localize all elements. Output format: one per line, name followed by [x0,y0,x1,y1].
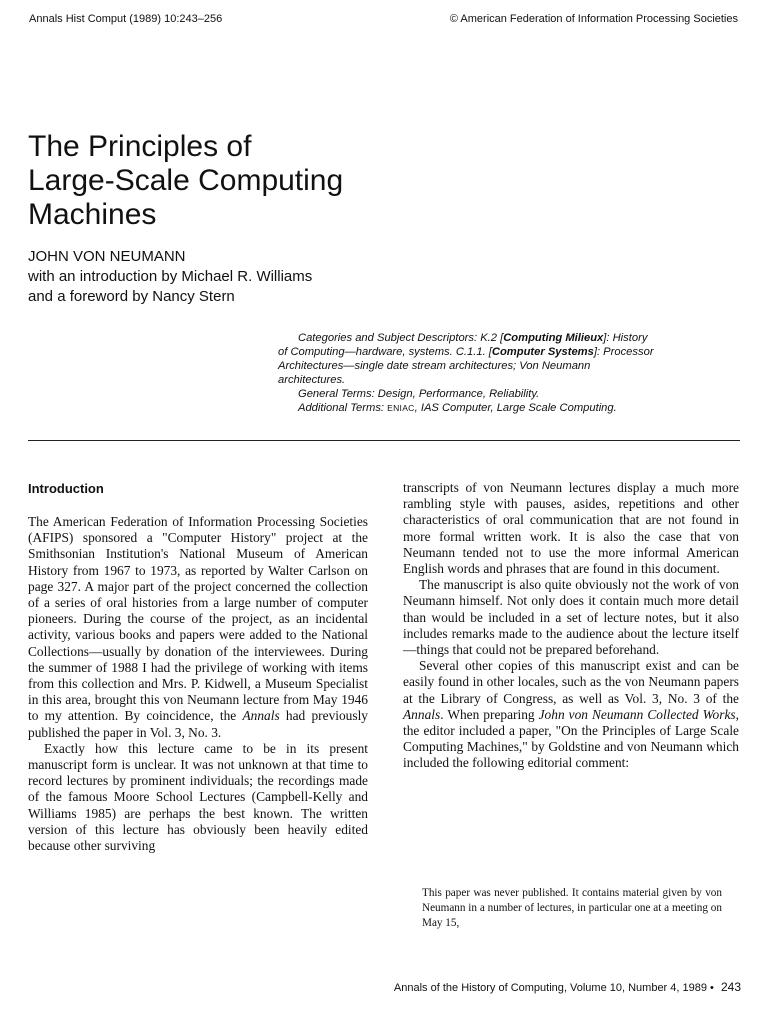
title-line: The Principles of [28,130,252,163]
paragraph: The manuscript is also quite obviously not the work of von Neumann himself. Not only does it contain much more detail than would be included in a set of lecture notes, but it also includes remarks made to the audience about the lecture itself—things that could not be prepared beforehand. [403,577,739,658]
left-column [28,514,368,854]
running-header-citation: Annals Hist Comput (1989) 10:243–256 [29,13,223,25]
article-title [28,130,448,232]
descriptor-text: ]: Processor [593,346,654,358]
descriptor-text: of Computing—hardware, systems. C.1.1. [ [278,346,492,358]
descriptor-bold: Computing Milieux [503,332,604,344]
author-name: JOHN VON NEUMANN [28,248,186,265]
journal-name: Annals [403,706,441,722]
descriptor-bold: Computer Systems [491,346,594,358]
page-number: 243 [720,980,741,994]
subject-descriptors [278,331,738,415]
additional-terms-label: Additional Terms: [298,402,388,414]
descriptor-text: Categories and Subject Descriptors: K.2 [ [298,332,504,344]
page-footer [394,980,741,994]
paragraph [403,658,739,771]
descriptor-text: ]: History [603,332,648,344]
paragraph-text: . When preparing [440,706,539,722]
byline [28,247,312,307]
divider-rule [28,440,740,441]
paragraph-text: The American Federation of Information Processing Societies (AFIPS) sponsored a "Computer History" project at the Smithsonian Institution's National Museum of American History from 1967 to 1973, as reported by Walter Carlson on page 327. A major part of the project concerned the collection of a series of oral histories from a large number of computer pioneers. During the course of the project, as an incidental activity, various books and papers were added to the National Collections—usually by donation of the interviewees. During the summer of 1988 I had the privilege of working with items from this collection and Mrs. P. Kidwell, a Museum Specialist in this area, brought this von Neumann lecture from May 1946 to my attention. By coincidence, the [28,514,368,724]
additional-terms-rest: , IAS Computer, Large Scale Computing. [414,402,617,414]
section-heading: Introduction [28,481,104,496]
general-terms: General Terms: Design, Performance, Reliability. [298,388,540,400]
introduction-credit: with an introduction by Michael R. Williams [28,268,313,285]
foreword-credit: and a foreword by Nancy Stern [28,288,235,305]
eniac-term: ENIAC [387,403,415,413]
paragraph-text: had previously published the paper in Vol. 3, No. 3. [28,708,369,740]
title-line: Large-Scale Computing [28,164,344,197]
paragraph-text: Several other copies of this manuscript exist and can be easily found in other locales, such as the von Neumann papers at the Library of Congress, as well as Vol. 3, No. 3 of the [403,658,739,706]
footer-journal: Annals of the History of Computing, Volume 10, Number 4, 1989 [393,982,707,994]
running-header-copyright: © American Federation of Information Processing Societies [449,13,738,25]
descriptor-text: Architectures—single date stream architectures; Von Neumann [278,360,591,372]
footer-bullet: • [710,982,714,994]
right-column [403,480,739,772]
paragraph-text: , the editor included a paper, "On the Principles of Large Scale Computing Machines," by Goldstine and von Neumann which included the following editorial comment: [403,706,739,771]
descriptor-text: architectures. [278,374,346,386]
paragraph [28,514,368,741]
journal-name: Annals [242,708,280,724]
title-line: Machines [28,198,157,231]
book-title: John von Neumann Collected Works [538,706,736,722]
block-quote: This paper was never published. It contains material given by von Neumann in a number of lectures, in particular one at a meeting on May 15, [422,887,722,929]
paragraph: Exactly how this lecture came to be in its present manuscript form is unclear. It was not unknown at that time to record lectures by prominent individuals; the recordings made of the famous Moore School Lectures (Campbell-Kelly and Williams 1985) are perhaps the best known. The written version of this lecture has obviously been heavily edited because other surviving [28,740,368,854]
paragraph: transcripts of von Neumann lectures display a much more rambling style with pauses, asides, repetitions and other characteristics of oral communication that are not found in more formal written work. It is also the case that von Neumann tended not to use the more informal American English words and phrases that are found in this document. [403,480,739,577]
